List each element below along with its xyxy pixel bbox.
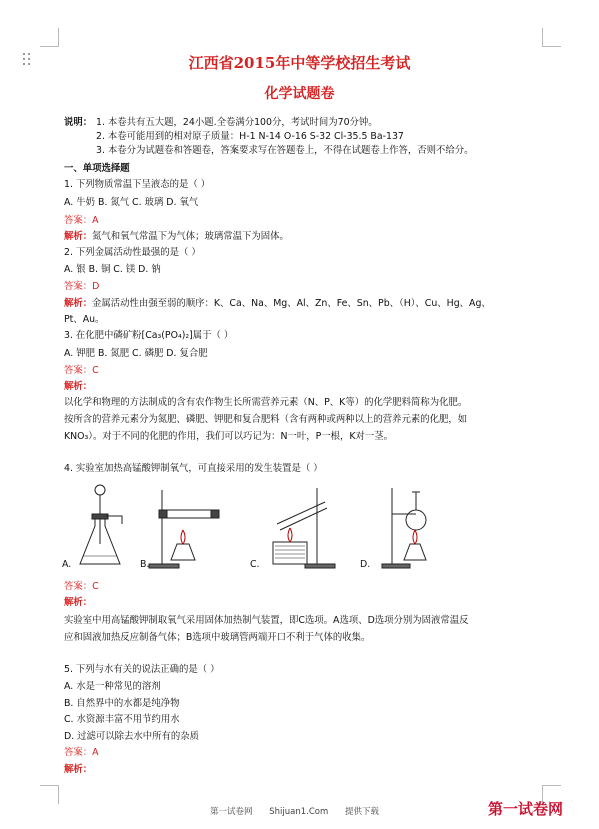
q4-answer: 答案：C: [64, 581, 99, 592]
q5-option-c: C. 水资源丰富不用节约用水: [64, 714, 180, 725]
horizontal-tube-apparatus-icon: [137, 484, 247, 574]
round-flask-apparatus-icon: [360, 484, 470, 574]
q4-analysis-1: 实验室中用高锰酸钾制取氧气采用固体加热制气装置，即C选项。A选项、D选项分别为固液常温反: [64, 615, 469, 626]
apparatus-figures: [62, 484, 542, 574]
notes-line-2: 2. 本卷可能用到的相对原子质量：H-1 N-14 O-16 S-32 Cl-35.5 Ba-137: [96, 131, 404, 142]
q1-answer: 答案：A: [64, 215, 99, 226]
figure-d: [360, 484, 470, 574]
corner-mark-top-left: [40, 28, 59, 47]
footer-download-text: 提供下载: [344, 807, 379, 817]
q2-stem: 2. 下列金属活动性最强的是（ ）: [64, 247, 201, 258]
q3-answer: 答案：C: [64, 365, 99, 376]
figure-a-label: A.: [62, 559, 72, 570]
q3-analysis-3: KNO₃）。对于不同的化肥的作用，我们可以巧记为：N一叶，P一根，K对一茎。: [64, 431, 394, 442]
notes-label: 说明：: [64, 117, 93, 128]
q2-analysis-label: 解析：: [64, 298, 93, 309]
figure-b: [137, 484, 247, 574]
q5-option-d: D. 过滤可以除去水中所有的杂质: [64, 731, 200, 742]
q1-analysis-label: 解析：: [64, 231, 93, 242]
q3-analysis-2: 按所含的营养元素分为氮肥、磷肥、钾肥和复合肥料（含有两种或两种以上的营养元素的化肥，如: [64, 414, 468, 425]
footer-site-url[interactable]: Shijuan1.Com: [269, 807, 329, 817]
figure-b-label: B.: [140, 559, 150, 570]
q3-analysis-1: 以化学和物理的方法制成的含有农作物生长所需营养元素（N、P、K等）的化学肥料简称为化肥。: [64, 397, 468, 408]
q5-answer: 答案：A: [64, 747, 99, 758]
q5-stem: 5. 下列与水有关的说法正确的是（ ）: [64, 664, 220, 675]
q2-analysis-cont: Pt、Au。: [64, 314, 105, 325]
q5-analysis-label: 解析：: [64, 764, 93, 775]
q5-option-a: A. 水是一种常见的溶剂: [64, 681, 161, 692]
corner-mark-bottom-left: [40, 785, 59, 804]
footer-site-name: 第一试卷网: [210, 807, 253, 817]
figure-d-label: D.: [360, 559, 371, 570]
page-footer: [210, 805, 393, 817]
exam-title: 江西省2015年中等学校招生考试: [188, 54, 411, 72]
q2-answer: 答案：D: [64, 281, 100, 292]
q4-analysis-label: 解析：: [64, 597, 93, 608]
notes-line-1: 1. 本卷共有五大题，24小题.全卷满分100分，考试时间为70分钟。: [96, 117, 378, 128]
tilted-test-tube-apparatus-icon: [247, 484, 357, 574]
q4-stem: 4. 实验室加热高锰酸钾制氧气，可直接采用的发生装置是（ ）: [64, 463, 323, 474]
q3-options: A. 钾肥 B. 氮肥 C. 磷肥 D. 复合肥: [64, 348, 208, 359]
corner-mark-top-right: [542, 28, 561, 47]
q5-option-b: B. 自然界中的水都是纯净物: [64, 698, 180, 709]
q3-stem: 3. 在化肥中磷矿粉[Ca₃(PO₄)₂]属于（ ）: [64, 330, 234, 341]
figure-c-label: C.: [250, 559, 260, 570]
q1-stem: 1. 下列物质常温下呈液态的是（ ）: [64, 179, 211, 190]
brand-logo: 第一试卷网: [488, 800, 564, 818]
q1-options: A. 牛奶 B. 氮气 C. 玻璃 D. 氧气: [64, 197, 199, 208]
q2-options: A. 银 B. 铜 C. 镁 D. 钠: [64, 264, 161, 275]
exam-subtitle: 化学试题卷: [264, 86, 335, 102]
q1-analysis: 氮气和氧气常温下为气体；玻璃常温下为固体。: [92, 231, 289, 242]
q3-analysis-label: 解析：: [64, 381, 93, 392]
figure-c: [247, 484, 357, 574]
q2-analysis: 金属活动性由强至弱的顺序：K、Ca、Na、Mg、Al、Zn、Fe、Sn、Pb、（H）、Cu、Hg、Ag、: [92, 298, 491, 309]
section-heading: 一、单项选择题: [64, 163, 130, 174]
q4-analysis-2: 应和固液加热反应制备气体；B选项中玻璃管两端开口不利于气体的收集。: [64, 632, 371, 643]
notes-line-3: 3. 本卷分为试题卷和答题卷，答案要求写在答题卷上，不得在试题卷上作答，否则不给分。: [96, 145, 474, 156]
